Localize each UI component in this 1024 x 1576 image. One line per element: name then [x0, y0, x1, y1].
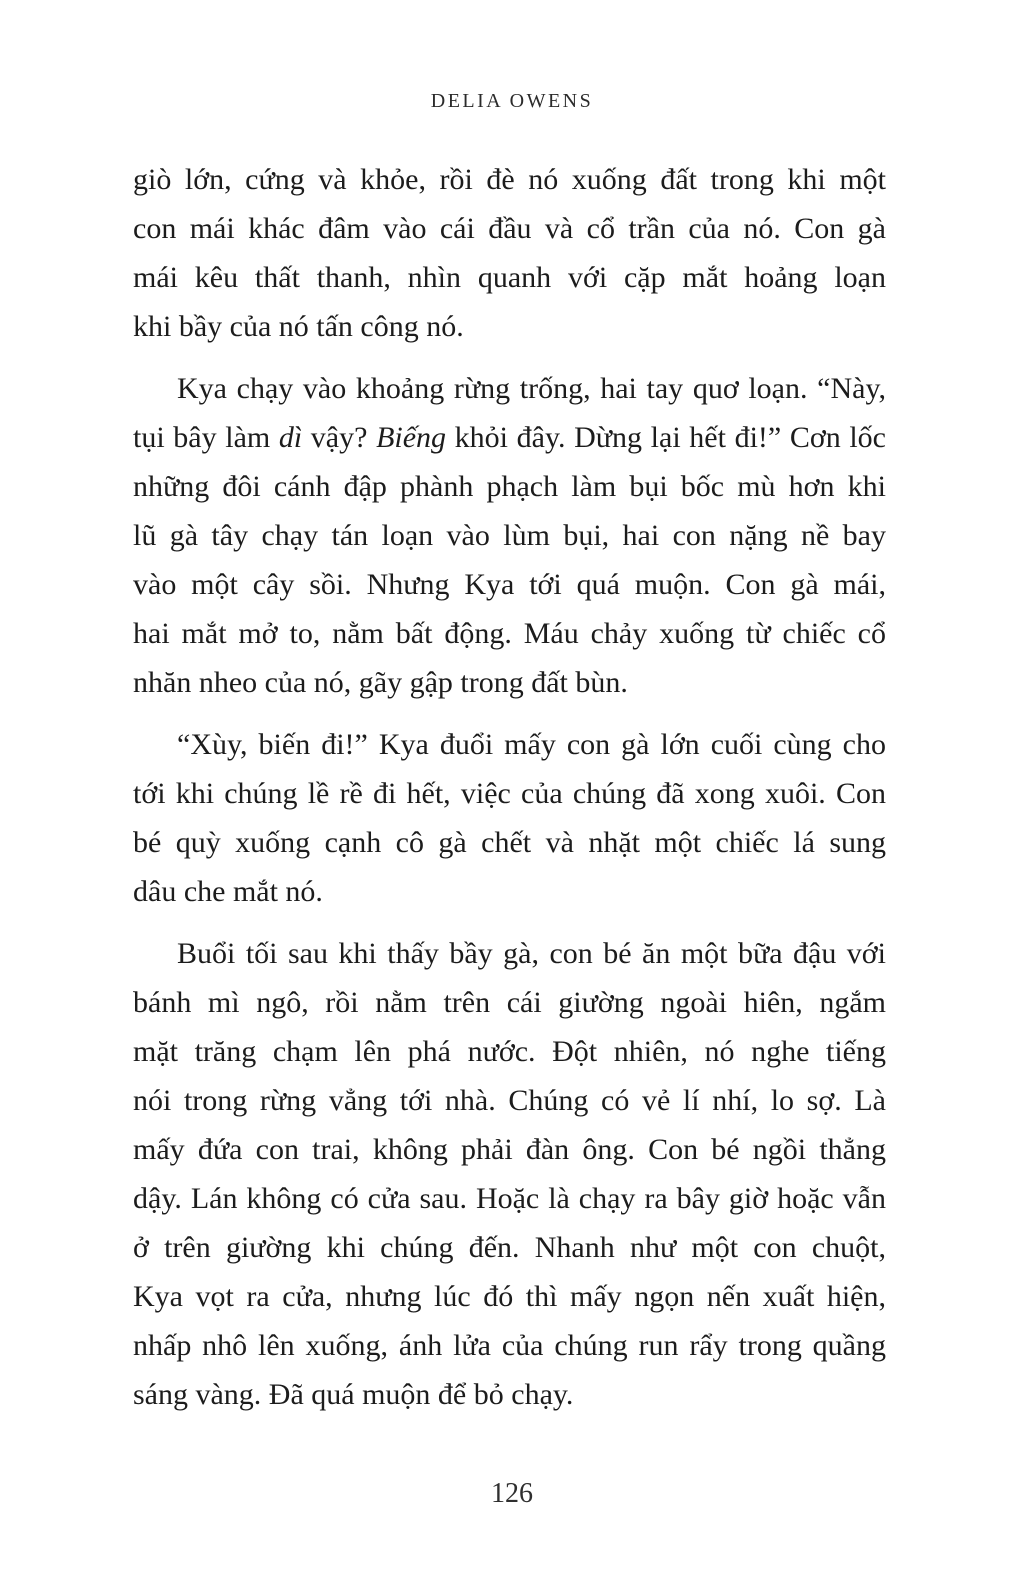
- running-header: DELIA OWENS: [430, 90, 594, 112]
- text-line: [133, 364, 886, 413]
- text-segment: vào một cây sồi. Nhưng Kya tới quá muộn. Con gà mái,: [133, 568, 886, 601]
- italic-text: dì: [278, 421, 303, 454]
- text-line: [133, 867, 886, 916]
- text-line: [133, 1076, 886, 1125]
- text-segment: mái kêu thất thanh, nhìn quanh với cặp mắt hoảng loạn: [133, 261, 886, 294]
- text-segment: hai mắt mở to, nằm bất động. Máu chảy xuống từ chiếc cổ: [133, 617, 886, 650]
- text-segment: những đôi cánh đập phành phạch làm bụi bốc mù hơn khi: [133, 470, 886, 503]
- text-segment: mặt trăng chạm lên phá nước. Đột nhiên, nó nghe tiếng: [133, 1035, 886, 1068]
- text-segment: khỏi đây. Dừng lại hết đi!” Cơn lốc: [446, 421, 886, 454]
- text-line: [133, 204, 886, 253]
- text-segment: nhăn nheo của nó, gãy gập trong đất bùn.: [133, 666, 628, 699]
- text-segment: bé quỳ xuống cạnh cô gà chết và nhặt một chiếc lá sung: [133, 826, 886, 859]
- text-segment: sáng vàng. Đã quá muộn để bỏ chạy.: [133, 1378, 574, 1411]
- text-line: [133, 413, 886, 462]
- text-segment: Kya vọt ra cửa, nhưng lúc đó thì mấy ngọn nến xuất hiện,: [133, 1280, 886, 1313]
- text-line: [133, 511, 886, 560]
- text-segment: con mái khác đâm vào cái đầu và cổ trần của nó. Con gà: [133, 212, 886, 245]
- text-line: [133, 1223, 886, 1272]
- paragraph: [133, 720, 886, 916]
- text-line: [133, 818, 886, 867]
- italic-text: Biếng: [376, 421, 447, 454]
- text-line: [133, 155, 886, 204]
- text-segment: dâu che mắt nó.: [133, 875, 323, 908]
- text-segment: dậy. Lán không có cửa sau. Hoặc là chạy ra bây giờ hoặc vẫn: [133, 1182, 886, 1215]
- text-line: [133, 1272, 886, 1321]
- text-line: [133, 1370, 886, 1419]
- text-segment: lũ gà tây chạy tán loạn vào lùm bụi, hai con nặng nề bay: [133, 519, 886, 552]
- text-segment: tới khi chúng lề rề đi hết, việc của chúng đã xong xuôi. Con: [133, 777, 886, 810]
- text-segment: tụi bây làm: [133, 421, 279, 454]
- text-segment: nói trong rừng vẳng tới nhà. Chúng có vẻ lí nhí, lo sợ. Là: [133, 1084, 886, 1117]
- page-number: 126: [491, 1478, 533, 1509]
- text-line: [133, 658, 886, 707]
- text-segment: mấy đứa con trai, không phải đàn ông. Con bé ngồi thẳng: [133, 1133, 886, 1166]
- text-line: [133, 560, 886, 609]
- text-line: [133, 462, 886, 511]
- text-segment: giò lớn, cứng và khỏe, rồi đè nó xuống đất trong khi một: [133, 163, 886, 196]
- paragraph: [133, 364, 886, 707]
- text-segment: nhấp nhô lên xuống, ánh lửa của chúng run rẩy trong quầng: [133, 1329, 886, 1362]
- text-segment: bánh mì ngô, rồi nằm trên cái giường ngoài hiên, ngắm: [133, 986, 886, 1019]
- text-segment: khi bầy của nó tấn công nó.: [133, 310, 464, 343]
- text-line: [133, 720, 886, 769]
- text-line: [133, 929, 886, 978]
- text-line: [133, 1125, 886, 1174]
- body-text: [133, 155, 886, 1419]
- text-line: [133, 609, 886, 658]
- text-segment: Kya chạy vào khoảng rừng trống, hai tay quơ loạn. “Này,: [177, 372, 886, 405]
- text-segment: Buổi tối sau khi thấy bầy gà, con bé ăn một bữa đậu với: [177, 937, 886, 970]
- text-segment: ở trên giường khi chúng đến. Nhanh như một con chuột,: [133, 1231, 886, 1264]
- text-segment: “Xùy, biến đi!” Kya đuổi mấy con gà lớn cuối cùng cho: [177, 728, 886, 761]
- text-line: [133, 1321, 886, 1370]
- text-line: [133, 769, 886, 818]
- text-line: [133, 253, 886, 302]
- text-segment: vậy?: [302, 421, 377, 454]
- paragraph: [133, 155, 886, 351]
- text-line: [133, 1027, 886, 1076]
- text-line: [133, 302, 886, 351]
- text-line: [133, 978, 886, 1027]
- text-line: [133, 1174, 886, 1223]
- paragraph: [133, 929, 886, 1419]
